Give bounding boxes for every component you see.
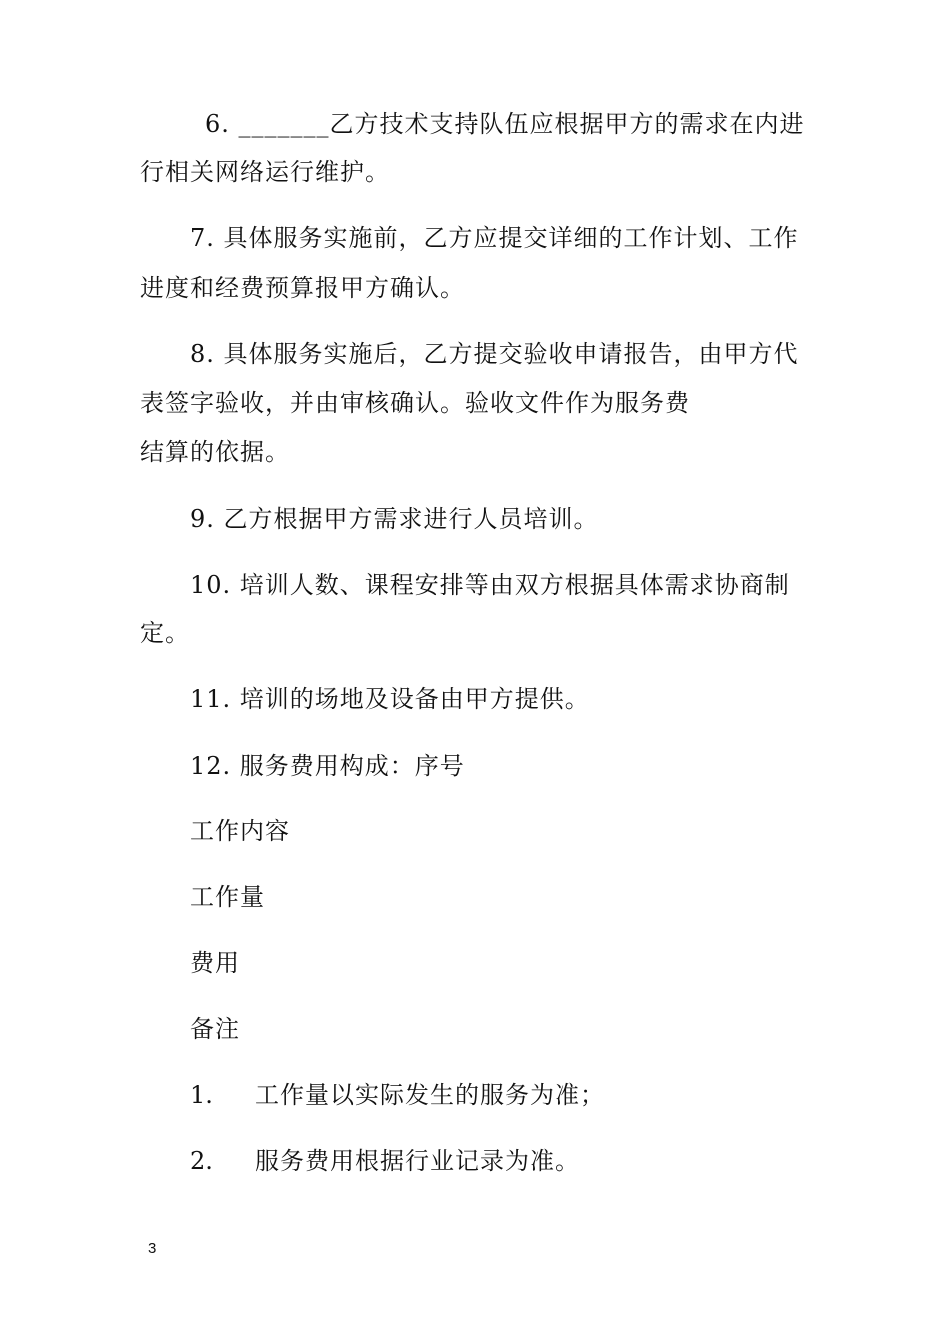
table-header-work-content: 工作内容 [190, 817, 290, 845]
paragraph-6-line-1: 6. _______乙方技术支持队伍应根据甲方的需求在内进 [205, 110, 805, 138]
paragraph-8-line-3: 结算的依据。 [140, 438, 290, 466]
paragraph-7-line-1: 7. 具体服务实施前，乙方应提交详细的工作计划、工作 [190, 224, 799, 252]
paragraph-9: 9. 乙方根据甲方需求进行人员培训。 [190, 505, 599, 533]
table-header-cost: 费用 [190, 949, 240, 977]
paragraph-10-line-2: 定。 [140, 619, 190, 647]
paragraph-10-line-1: 10. 培训人数、课程安排等由双方根据具体需求协商制 [190, 571, 790, 599]
table-header-workload: 工作量 [190, 883, 265, 911]
note-1-number: 1. [190, 1081, 213, 1109]
paragraph-11: 11. 培训的场地及设备由甲方提供。 [190, 685, 590, 713]
page-number: 3 [148, 1240, 157, 1257]
paragraph-8-line-2: 表签字验收，并由审核确认。验收文件作为服务费 [140, 389, 690, 417]
note-2-number: 2. [190, 1147, 213, 1175]
paragraph-8-line-1: 8. 具体服务实施后，乙方提交验收申请报告，由甲方代 [190, 340, 799, 368]
note-1-text: 工作量以实际发生的服务为准； [255, 1081, 605, 1109]
paragraph-12: 12. 服务费用构成：序号 [190, 752, 465, 780]
paragraph-7-line-2: 进度和经费预算报甲方确认。 [140, 274, 465, 302]
note-2-text: 服务费用根据行业记录为准。 [255, 1147, 580, 1175]
table-header-remarks: 备注 [190, 1015, 240, 1043]
paragraph-6-line-2: 行相关网络运行维护。 [140, 158, 390, 186]
